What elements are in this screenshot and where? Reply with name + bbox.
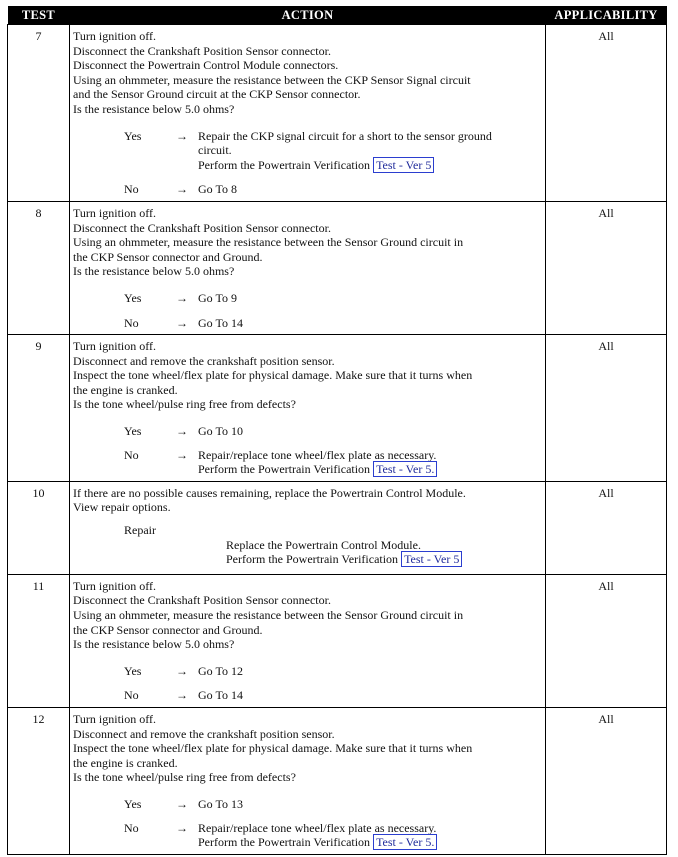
- action-line: Inspect the tone wheel/flex plate for physical damage. Make sure that it turns when: [73, 368, 473, 383]
- yes-label: Yes: [124, 663, 142, 678]
- diagnostic-table-container: [7, 6, 666, 855]
- action-line: the CKP Sensor connector and Ground.: [73, 249, 263, 264]
- action-question: Is the resistance below 5.0 ohms?: [73, 264, 235, 279]
- yes-result: [73, 424, 542, 439]
- yes-result: [73, 291, 542, 306]
- result-text: Perform the Powertrain Verification: [198, 462, 371, 477]
- action-line: Disconnect the Crankshaft Position Sensor connector.: [73, 220, 331, 235]
- test-number: 9: [8, 335, 70, 482]
- result-text: Repair/replace tone wheel/flex plate as necessary.: [198, 447, 437, 462]
- yes-result: [73, 797, 542, 812]
- action-line: Inspect the tone wheel/flex plate for physical damage. Make sure that it turns when: [73, 741, 473, 756]
- action-line: Using an ohmmeter, measure the resistance between the Sensor Ground circuit in: [73, 235, 464, 250]
- action-line: the engine is cranked.: [73, 755, 178, 770]
- goto-link[interactable]: Go To 14: [198, 688, 243, 703]
- no-result: [73, 688, 542, 703]
- repair-label: Repair: [124, 523, 156, 538]
- action-line: Using an ohmmeter, measure the resistance between the CKP Sensor Signal circuit: [73, 72, 471, 87]
- table-row: [8, 574, 667, 707]
- action-line: Turn ignition off.: [73, 29, 157, 43]
- yes-label: Yes: [124, 796, 142, 811]
- action-cell: [70, 335, 546, 482]
- result-text: Perform the Powertrain Verification: [226, 552, 399, 567]
- action-cell: [70, 481, 546, 574]
- arrow-icon: →: [176, 424, 188, 439]
- test-number: 12: [8, 708, 70, 855]
- yes-result: [73, 664, 542, 679]
- goto-link[interactable]: Go To 9: [198, 290, 237, 305]
- action-line: Disconnect the Powertrain Control Module connectors.: [73, 58, 339, 73]
- action-line: Disconnect the Crankshaft Position Sensor connector.: [73, 593, 331, 608]
- applicability-value: All: [546, 335, 667, 482]
- action-question: Is the tone wheel/pulse ring free from defects?: [73, 397, 296, 412]
- table-row: [8, 335, 667, 482]
- goto-link[interactable]: Go To 14: [198, 315, 243, 330]
- no-result: [73, 182, 542, 197]
- no-label: No: [124, 315, 139, 330]
- table-row: [8, 708, 667, 855]
- table-header-row: [8, 6, 667, 25]
- action-line: the CKP Sensor connector and Ground.: [73, 622, 263, 637]
- applicability-value: All: [546, 574, 667, 707]
- verification-test-link[interactable]: Test - Ver 5: [373, 157, 434, 173]
- action-line: Disconnect the Crankshaft Position Sensor connector.: [73, 43, 331, 58]
- action-question: Is the tone wheel/pulse ring free from defects?: [73, 770, 296, 785]
- action-line: Turn ignition off.: [73, 205, 157, 220]
- arrow-icon: →: [176, 128, 188, 143]
- action-cell: [70, 574, 546, 707]
- verification-test-link[interactable]: Test - Ver 5: [401, 551, 462, 567]
- action-line: Turn ignition off.: [73, 578, 157, 593]
- test-number: 10: [8, 481, 70, 574]
- no-label: No: [124, 820, 139, 835]
- result-text: Repair/replace tone wheel/flex plate as necessary.: [198, 820, 437, 835]
- arrow-icon: →: [176, 820, 188, 835]
- goto-link[interactable]: Go To 8: [198, 182, 237, 197]
- action-line: View repair options.: [73, 500, 171, 515]
- no-result: [73, 821, 542, 850]
- action-cell: [70, 708, 546, 855]
- yes-label: Yes: [124, 128, 142, 143]
- no-result: [73, 316, 542, 331]
- no-label: No: [124, 688, 139, 703]
- action-cell: [70, 25, 546, 202]
- repair-option: [73, 523, 542, 567]
- yes-label: Yes: [124, 290, 142, 305]
- action-line: the engine is cranked.: [73, 382, 178, 397]
- arrow-icon: →: [176, 796, 188, 811]
- result-text: circuit.: [198, 143, 232, 158]
- applicability-value: All: [546, 481, 667, 574]
- applicability-value: All: [546, 708, 667, 855]
- applicability-value: All: [546, 201, 667, 334]
- test-number: 8: [8, 201, 70, 334]
- yes-label: Yes: [124, 424, 142, 439]
- no-label: No: [124, 182, 139, 197]
- table-row: [8, 481, 667, 574]
- arrow-icon: →: [176, 315, 188, 330]
- action-line: Turn ignition off.: [73, 712, 157, 726]
- action-line: Using an ohmmeter, measure the resistance between the Sensor Ground circuit in: [73, 608, 464, 623]
- action-cell: [70, 201, 546, 334]
- arrow-icon: →: [176, 182, 188, 197]
- table-row: [8, 25, 667, 202]
- table-row: [8, 201, 667, 334]
- header-test: TEST: [8, 6, 70, 25]
- result-text: Repair the CKP signal circuit for a short to the sensor ground: [198, 128, 492, 143]
- action-line: Disconnect and remove the crankshaft position sensor.: [73, 726, 335, 741]
- goto-link[interactable]: Go To 12: [198, 663, 243, 678]
- arrow-icon: →: [176, 663, 188, 678]
- arrow-icon: →: [176, 688, 188, 703]
- yes-result: [73, 129, 542, 173]
- arrow-icon: →: [176, 290, 188, 305]
- verification-test-link[interactable]: Test - Ver 5.: [373, 461, 437, 477]
- action-question: Is the resistance below 5.0 ohms?: [73, 637, 235, 652]
- verification-test-link[interactable]: Test - Ver 5.: [373, 834, 437, 850]
- action-line: Turn ignition off.: [73, 339, 157, 354]
- test-number: 11: [8, 574, 70, 707]
- action-line: Disconnect and remove the crankshaft position sensor.: [73, 353, 335, 368]
- result-text: Perform the Powertrain Verification: [198, 157, 371, 172]
- result-text: Replace the Powertrain Control Module.: [226, 537, 421, 552]
- arrow-icon: →: [176, 447, 188, 462]
- diagnostic-test-table: [7, 6, 667, 855]
- applicability-value: All: [546, 25, 667, 202]
- action-question: Is the resistance below 5.0 ohms?: [73, 101, 235, 116]
- goto-link[interactable]: Go To 13: [198, 796, 243, 811]
- test-number: 7: [8, 25, 70, 202]
- action-line: and the Sensor Ground circuit at the CKP Sensor connector.: [73, 87, 361, 102]
- header-action: ACTION: [70, 6, 546, 25]
- goto-link[interactable]: Go To 10: [198, 424, 243, 439]
- no-label: No: [124, 447, 139, 462]
- header-applicability: APPLICABILITY: [546, 6, 667, 25]
- action-line: If there are no possible causes remaining, replace the Powertrain Control Module.: [73, 485, 466, 500]
- no-result: [73, 448, 542, 477]
- result-text: Perform the Powertrain Verification: [198, 835, 371, 850]
